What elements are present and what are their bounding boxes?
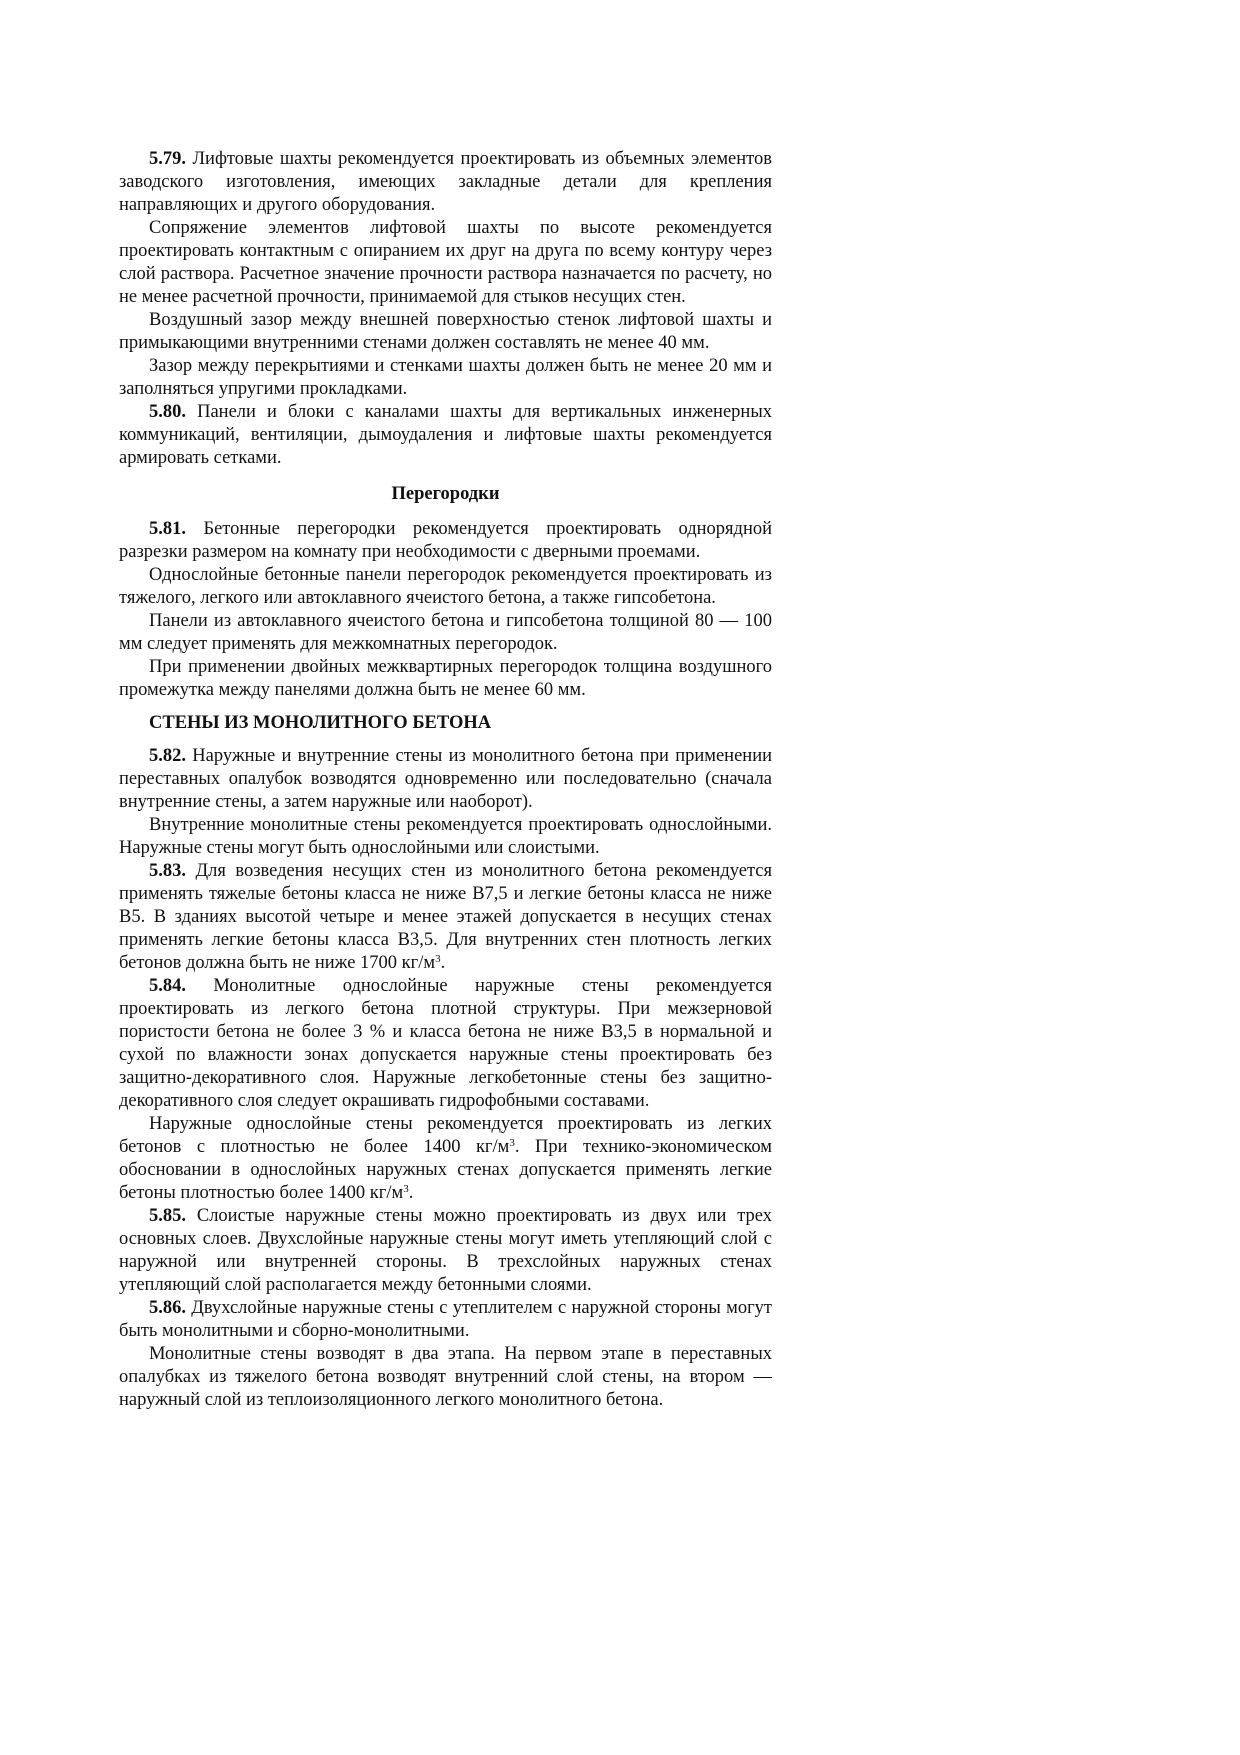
superscript: 3	[435, 953, 441, 965]
section-heading-partitions: Перегородки	[391, 484, 500, 504]
paragraph-5-79-c: Воздушный зазор между внешней поверхностью стенок лифтовой шахты и примыкающими внутренними стенами должен составлять не менее 40 мм.	[119, 310, 772, 353]
paragraph-text: Для возведения несущих стен из монолитного бетона рекомендуется применять тяжелые бетоны класса не ниже В7,5 и легкие бетоны класса не ниже В5. В зданиях высотой четыре и менее этажей допускается в несущих стенах применять легкие бетоны класса В3,5. Для внутренних стен плотность легких бетонов должна быть не ниже 1700 кг/м	[119, 861, 772, 973]
paragraph-5-83	[119, 860, 772, 975]
paragraph-text: . При технико-экономическом обосновании в однослойных наружных стенах допускается применять легкие бетоны плотностью более 1400 кг/м	[119, 1137, 772, 1203]
paragraph-5-82-b: Внутренние монолитные стены рекомендуется проектировать однослойными. Наружные стены могут быть однослойными или слоистыми.	[119, 815, 772, 858]
paragraph-5-79-d: Зазор между перекрытиями и стенками шахты должен быть не менее 20 мм и заполняться упругими прокладками.	[119, 356, 772, 399]
paragraph-text-end: .	[440, 953, 446, 973]
paragraph-text: Наружные и внутренние стены из монолитного бетона при применении переставных опалубок возводятся одновременно или последовательно (сначала внутренние стены, а затем наружные или наоборот).	[119, 746, 772, 812]
paragraph-5-82	[119, 745, 772, 814]
paragraph-5-80	[119, 401, 772, 470]
section-heading-monolithic-walls: СТЕНЫ ИЗ МОНОЛИТНОГО БЕТОНА	[149, 713, 492, 733]
clause-number: 5.79.	[149, 149, 186, 169]
clause-number: 5.80.	[149, 402, 186, 422]
paragraph-text: Панели и блоки с каналами шахты для вертикальных инженерных коммуникаций, вентиляции, дымоудаления и лифтовые шахты рекомендуется армировать сетками.	[119, 402, 772, 468]
clause-number: 5.82.	[149, 746, 186, 766]
paragraph-5-81-b: Однослойные бетонные панели перегородок рекомендуется проектировать из тяжелого, легкого или автоклавного ячеистого бетона, а также гипсобетона.	[119, 565, 772, 608]
paragraph-5-81	[119, 518, 772, 564]
paragraph-text: Бетонные перегородки рекомендуется проектировать однорядной разрезки размером на комнату при необходимости с дверными проемами.	[119, 519, 772, 562]
paragraph-text: Двухслойные наружные стены с утеплителем с наружной стороны могут быть монолитными и сборно-монолитными.	[119, 1298, 772, 1341]
superscript: 3	[403, 1183, 409, 1195]
clause-number: 5.81.	[149, 519, 186, 539]
paragraph-5-81-d: При применении двойных межквартирных перегородок толщина воздушного промежутка между панелями должна быть не менее 60 мм.	[119, 657, 772, 700]
paragraph-text: Наружные однослойные стены рекомендуется проектировать из легких бетонов с плотностью не более 1400 кг/м	[119, 1114, 772, 1157]
clause-number: 5.86.	[149, 1298, 186, 1318]
document-page	[119, 148, 772, 1412]
paragraph-text-end: .	[408, 1183, 414, 1203]
paragraph-5-86	[119, 1297, 772, 1343]
paragraph-5-86-b: Монолитные стены возводят в два этапа. На первом этапе в переставных опалубках из тяжелого бетона возводят внутренний слой стены, на втором — наружный слой из теплоизоляционного легкого монолитного бетона.	[119, 1344, 772, 1410]
clause-number: 5.83.	[149, 861, 186, 881]
clause-number: 5.84.	[149, 976, 186, 996]
clause-number: 5.85.	[149, 1206, 186, 1226]
superscript: 3	[509, 1137, 515, 1149]
paragraph-5-79-b: Сопряжение элементов лифтовой шахты по высоте рекомендуется проектировать контактным с опиранием их друг на друга по всему контуру через слой раствора. Расчетное значение прочности раствора назначается по расчету, но не менее расчетной прочности, принимаемой для стыков несущих стен.	[119, 218, 772, 307]
paragraph-5-84	[119, 975, 772, 1113]
paragraph-text: Монолитные однослойные наружные стены рекомендуется проектировать из легкого бетона плотной структуры. При межзерновой пористости бетона не более 3 % и класса бетона не ниже В3,5 в нормальной и сухой по влажности зонах допускается наружные стены проектировать без защитно-декоративного слоя. Наружные легкобетонные стены без защитно-декоративного слоя следует окрашивать гидрофобными составами.	[119, 976, 772, 1111]
paragraph-5-81-c: Панели из автоклавного ячеистого бетона и гипсобетона толщиной 80 — 100 мм следует применять для межкомнатных перегородок.	[119, 611, 772, 654]
paragraph-5-85	[119, 1205, 772, 1297]
paragraph-5-79	[119, 148, 772, 217]
paragraph-text: Слоистые наружные стены можно проектировать из двух или трех основных слоев. Двухслойные наружные стены могут иметь утепляющий слой с наружной или внутренней стороны. В трехслойных наружных стенах утепляющий слой располагается между бетонными слоями.	[119, 1206, 772, 1295]
paragraph-5-84-b	[119, 1113, 772, 1205]
paragraph-text: Лифтовые шахты рекомендуется проектировать из объемных элементов заводского изготовления, имеющих закладные детали для крепления направляющих и другого оборудования.	[119, 149, 772, 215]
